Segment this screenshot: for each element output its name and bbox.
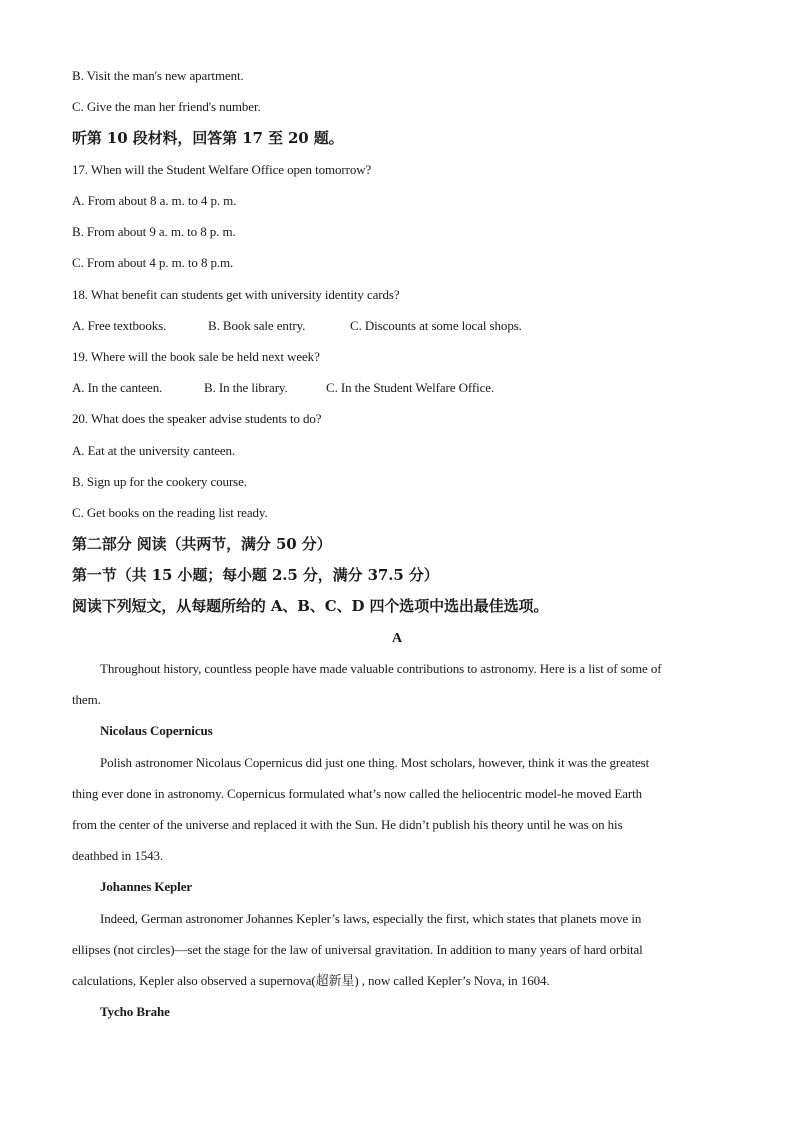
q19-option-c: C. In the Student Welfare Office. bbox=[326, 380, 495, 395]
passage-intro-line1: Throughout history, countless people have made valuable contributions to astronomy. Here is a list of some of bbox=[100, 661, 662, 676]
heading-kepler: Johannes Kepler bbox=[100, 879, 193, 894]
heading-copernicus: Nicolaus Copernicus bbox=[100, 723, 213, 738]
q20-option-b: B. Sign up for the cookery course. bbox=[72, 474, 247, 489]
q17-option-a: A. From about 8 a. m. to 4 p. m. bbox=[72, 193, 237, 208]
question-19: 19. Where will the book sale be held next week? bbox=[72, 349, 320, 364]
heading-tycho-brahe: Tycho Brahe bbox=[100, 1004, 170, 1019]
question-20: 20. What does the speaker advise students to do? bbox=[72, 411, 322, 426]
q18-option-b: B. Book sale entry. bbox=[208, 318, 306, 333]
q18-option-c: C. Discounts at some local shops. bbox=[350, 318, 522, 333]
section-instruction-17-20: 听第 10 段材料，回答第 17 至 20 题。 bbox=[72, 129, 344, 147]
part-two-heading: 第二部分 阅读（共两节，满分 50 分） bbox=[72, 535, 332, 553]
q19-option-a: A. In the canteen. bbox=[72, 380, 163, 395]
kepler-line2: ellipses (not circles)—set the stage for the law of universal gravitation. In addition to many years of hard orbital bbox=[72, 942, 643, 957]
passage-intro-line2: them. bbox=[72, 692, 101, 707]
option-b-visit-apartment: B. Visit the man's new apartment. bbox=[72, 68, 244, 83]
q18-option-a: A. Free textbooks. bbox=[72, 318, 167, 333]
copernicus-line3: from the center of the universe and replaced it with the Sun. He didn’t publish his theory until he was on his bbox=[72, 817, 623, 832]
kepler-line3: calculations, Kepler also observed a supernova(超新星) , now called Kepler’s Nova, in 1604. bbox=[72, 973, 550, 988]
question-17: 17. When will the Student Welfare Office open tomorrow? bbox=[72, 162, 372, 177]
option-c-give-number: C. Give the man her friend's number. bbox=[72, 99, 261, 114]
reading-instruction: 阅读下列短文，从每题所给的 A、B、C、D 四个选项中选出最佳选项。 bbox=[72, 597, 549, 615]
q17-option-b: B. From about 9 a. m. to 8 p. m. bbox=[72, 224, 236, 239]
q17-option-c: C. From about 4 p. m. to 8 p.m. bbox=[72, 255, 234, 270]
section-one-heading: 第一节（共 15 小题；每小题 2.5 分，满分 37.5 分） bbox=[72, 566, 439, 584]
copernicus-line2: thing ever done in astronomy. Copernicus formulated what’s now called the heliocentric model-he moved Earth bbox=[72, 786, 643, 801]
copernicus-line1: Polish astronomer Nicolaus Copernicus did just one thing. Most scholars, however, think it was the greatest bbox=[100, 755, 650, 770]
passage-label: A bbox=[391, 631, 402, 646]
q19-option-b: B. In the library. bbox=[204, 380, 288, 395]
question-18: 18. What benefit can students get with university identity cards? bbox=[72, 287, 400, 302]
q20-option-c: C. Get books on the reading list ready. bbox=[72, 505, 268, 520]
q20-option-a: A. Eat at the university canteen. bbox=[72, 443, 236, 458]
kepler-line1: Indeed, German astronomer Johannes Kepler’s laws, especially the first, which states that planets move in bbox=[100, 911, 642, 926]
copernicus-line4: deathbed in 1543. bbox=[72, 848, 164, 863]
